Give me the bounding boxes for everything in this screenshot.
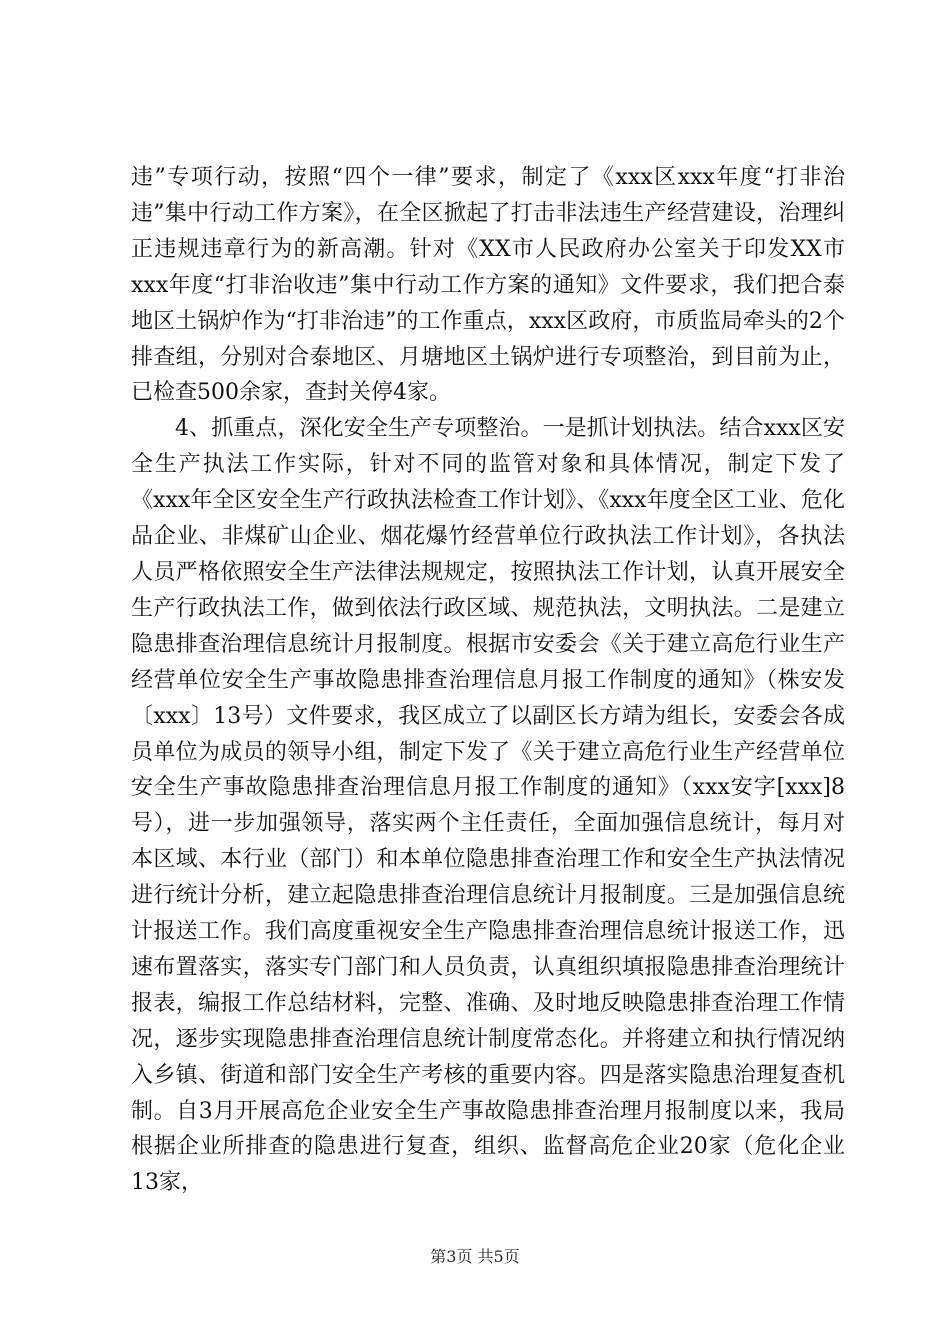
paragraph-2: 4、抓重点，深化安全生产专项整治。一是抓计划执法。结合xxx区安全生产执法工作实际，针对不同的监管对象和具体情况，制定下发了《xxx年全区安全生产行政执法检查工作计划》、《xxx年度全区工业、危化品企业、非煤矿山企业、烟花爆竹经营单位行政执法工作计划》，各执法人员严格依照安全生产法律法规规定，按照执法工作计划，认真开展安全生产行政执法工作，做到依法行政区域、规范执法，文明执法。二是建立隐患排查治理信息统计月报制度。根据市安委会《关于建立高危行业生产经营单位安全生产事故隐患排查治理信息月报工作制度的通知》（株安发〔xxx〕13号）文件要求，我区成立了以副区长方靖为组长，安委会各成员单位为成员的领导小组，制定下发了《关于建立高危行业生产经营单位安全生产事故隐患排查治理信息月报工作制度的通知》（xxx安字[xxx]8号），进一步加强领导，落实两个主任责任，全面加强信息统计，每月对本区域、本行业（部门）和本单位隐患排查治理工作和安全生产执法情况进行统计分析，建立起隐患排查治理信息统计月报制度。三是加强信息统计报送工作。我们高度重视安全生产隐患排查治理信息统计报送工作，迅速布置落实，落实专门部门和人员负责，认真组织填报隐患排查治理统计报表，编报工作总结材料，完整、准确、及时地反映隐患排查治理工作情况，逐步实现隐患排查治理信息统计制度常态化。并将建立和执行情况纳入乡镇、街道和部门安全生产考核的重要内容。四是落实隐患治理复查机制。自3月开展高危企业安全生产事故隐患排查治理月报制度以来，我局根据企业所排查的隐患进行复查，组织、监督高危企业20家（危化企业13家，: [131, 416, 845, 1196]
document-body: [131, 160, 845, 1201]
page-footer: 第3页 共5页: [430, 1247, 520, 1266]
paragraph-1: 违”专项行动，按照“四个一律”要求，制定了《xxx区xxx年度“打非治违”集中行动工作方案》，在全区掀起了打击非法违生产经营建设，治理纠正违规违章行为的新高潮。针对《XX市人民政府办公室关于印发XX市xxx年度“打非治收违”集中行动工作方案的通知》文件要求，我们把合泰地区土锅炉作为“打非治违”的工作重点，xxx区政府，市质监局牵头的2个排查组，分别对合泰地区、月塘地区土锅炉进行专项整治，到目前为止，已检查500余家，查封关停4家。: [131, 165, 845, 406]
